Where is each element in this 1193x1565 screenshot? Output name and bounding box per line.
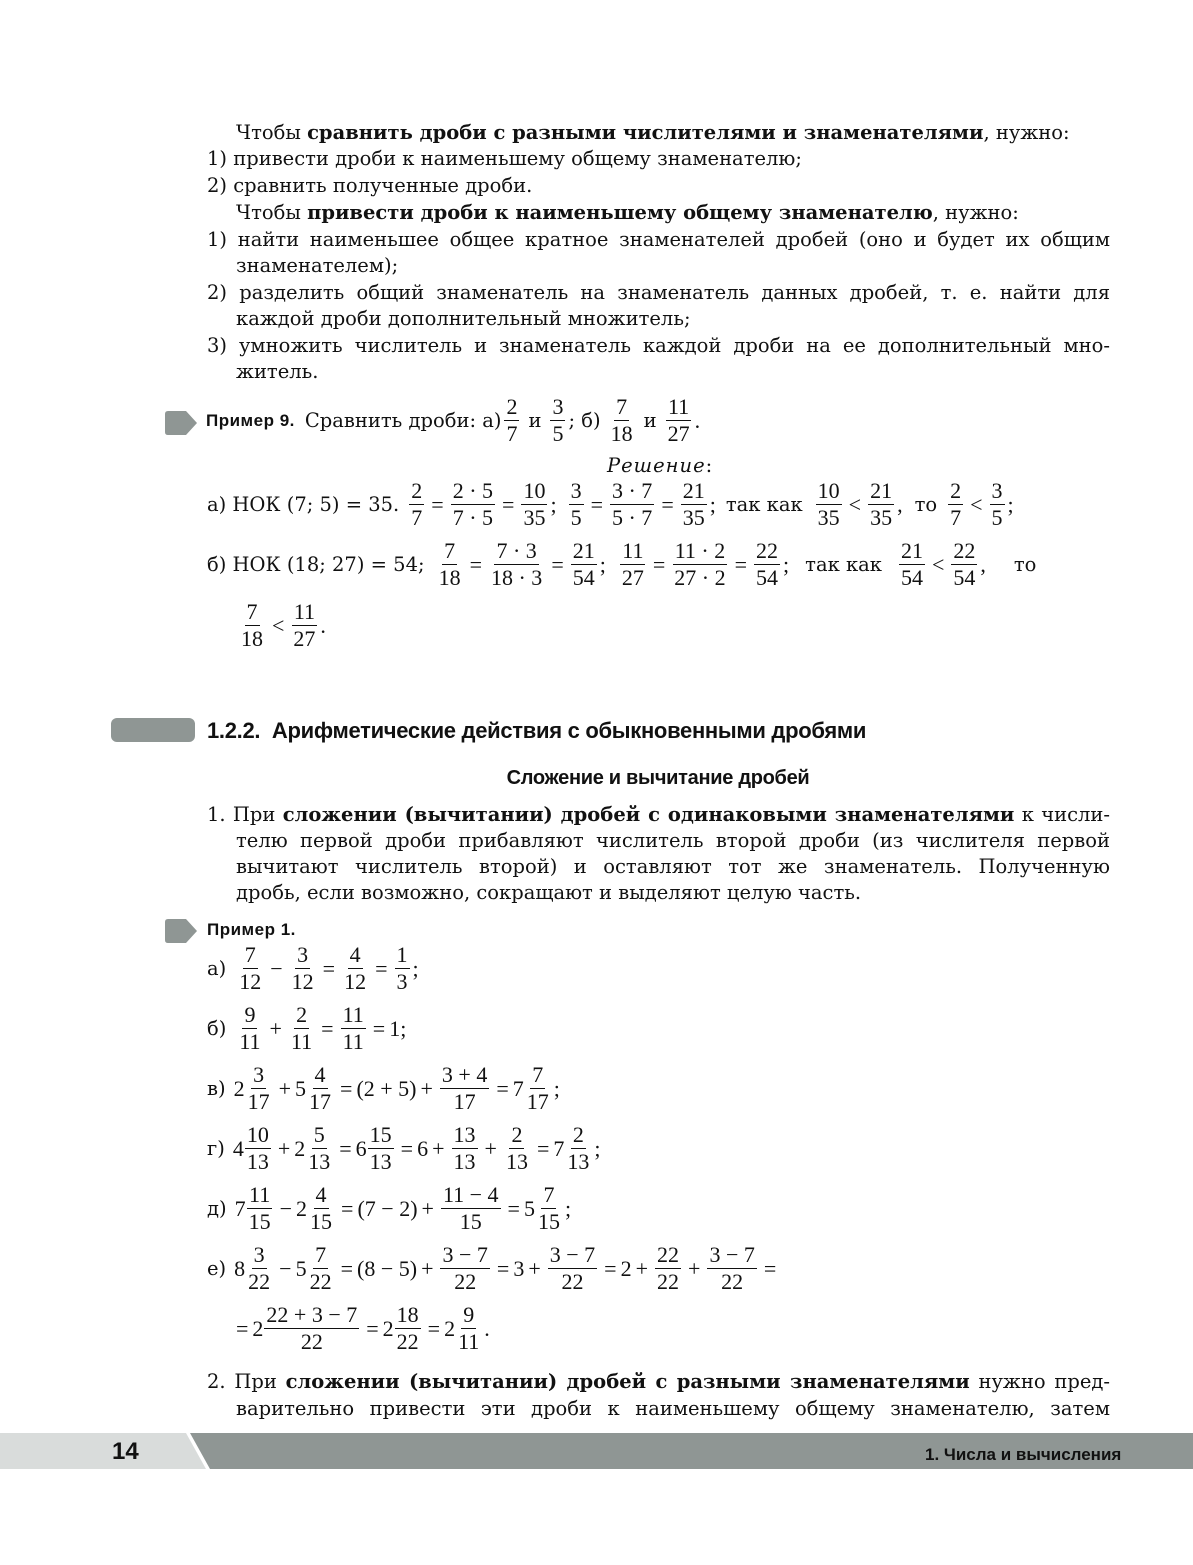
rule2-step-1: 1) найти наименьшее общее кратное знаменателей дробей (оно и будет их общим <box>207 228 1110 251</box>
point2-line-2: варительно привести эти дроби к наименьшему общему знаменателю, затем <box>236 1397 1110 1420</box>
page-number: 14 <box>112 1438 139 1465</box>
example1-c: в) 2 3 17 + 5 $\frac{4}{17}$ = (2 + 5) + $\frac{3 + 4}{17}$ = 7 7 17 ; <box>207 1062 560 1114</box>
example-marker-icon <box>164 918 198 944</box>
example9-statement: Пример 9. Сравнить дроби: а) 2 7 и 3 5 ; б) 7 18 и 11 27 . <box>206 394 701 446</box>
point1-line-3: вычитают числитель второй) и оставляют тот же знаменатель. Полученную <box>236 855 1110 878</box>
rule2-step-2: 2) разделить общий знаменатель на знаменатель данных дробей, т. е. найти для <box>207 281 1110 304</box>
rule2-step-1-cont: знаменателем); <box>236 254 399 277</box>
example1-e: д) 7 11 15 − 2 $\frac{4}{15}$ = (7 − 2) + $\frac{11 - 4}{15}$ = 5 7 15 ; <box>207 1182 572 1234</box>
solution-heading: Решение: <box>607 454 714 477</box>
point1-line-2: телю первой дроби прибавляют числитель второй дроби (из числителя первой <box>236 829 1110 852</box>
point1-line-1: 1. При сложении (вычитании) дробей с одинаковыми знаменателями к числи- <box>207 803 1110 826</box>
rule2-intro: Чтобы привести дроби к наименьшему общему знаменателю, нужно: <box>236 201 1019 224</box>
rule2-step-3: 3) умножить числитель и знаменатель каждой дроби на ее дополнительный мно- <box>207 334 1110 357</box>
subsection-heading: Сложение и вычитание дробей <box>506 767 810 789</box>
section-marker-icon <box>111 718 195 742</box>
chapter-title: 1. Числа и вычисления <box>925 1445 1122 1464</box>
rule1-step-1: 1) привести дроби к наименьшему общему знаменателю; <box>207 147 802 170</box>
example1-f: е) 8 3 22 − 5 $\frac{7}{22}$ = (8 − 5) + $\frac{3 - 7}{22}$ = 3 + $\frac{3 - 7}{22}$ = 2 + $\frac{22}{22}$ + $\frac{3 - 7}{22}$ = <box>207 1242 777 1294</box>
example1-b: б) 9 11 + $\frac{2}{11}$ = $\frac{11}{11}$ = 1; <box>207 1002 407 1054</box>
example1-d: г) 4 10 13 + 2 $\frac{5}{13}$ = 6 $\frac{15}{13}$ = 6 + $\frac{13}{13}$ + $\frac{2}{13}$ = 7 2 13 ; <box>207 1122 601 1174</box>
rule2-step-3-cont: житель. <box>236 360 319 383</box>
example9-label: Пример 9. <box>206 410 295 430</box>
section-heading: 1.2.2. Арифметические действия с обыкновенными дробями <box>207 718 867 743</box>
example1-a: а) 7 12 − $\frac{3}{12}$ = $\frac{4}{12}$ = $\frac{1}{3}$ ; <box>207 942 419 994</box>
solution-b-cont: 7 18 < 11 27 . <box>241 599 326 651</box>
point1-line-4: дробь, если возможно, сокращают и выделяют целую часть. <box>236 881 862 904</box>
point2-line-1: 2. При сложении (вычитании) дробей с разными знаменателями нужно пред- <box>207 1370 1110 1393</box>
example1-label: Пример 1. <box>207 920 296 939</box>
example-marker-icon <box>164 410 198 436</box>
rule1-step-2: 2) сравнить полученные дроби. <box>207 174 533 197</box>
solution-a: а) НОК (7; 5) = 35. $\frac{2}{7}$ = $\frac{2 \cdot 5}{7 \cdot 5}$ = $\frac{10}{35}$ ; $\frac{3}{5}$ = $\frac{3 \cdot 7}{5 \cdot 7}$ = $\frac{21}{35}$ ; так как 10 35 < 21 35 , то 2 7 < 3 5 ; <box>207 478 1014 530</box>
rule1-intro: Чтобы сравнить дроби с разными числителями и знаменателями, нужно: <box>236 121 1070 144</box>
rule2-step-2-cont: каждой дроби дополнительный множитель; <box>236 307 691 330</box>
solution-b: б) НОК (18; 27) = 54; $\frac{7}{18}$ = $\frac{7 \cdot 3}{18 \cdot 3}$ = $\frac{21}{54}$ ; $\frac{11}{27}$ = $\frac{11 \cdot 2}{27 \cdot 2}$ = $\frac{22}{54}$ ; так как 21 54 < 22 54 , то <box>207 538 1037 590</box>
example1-f-cont: = 2 $\frac{22 + 3 - 7}{22}$ = 2 $\frac{18}{22}$ = 2 9 11 . <box>236 1302 490 1354</box>
